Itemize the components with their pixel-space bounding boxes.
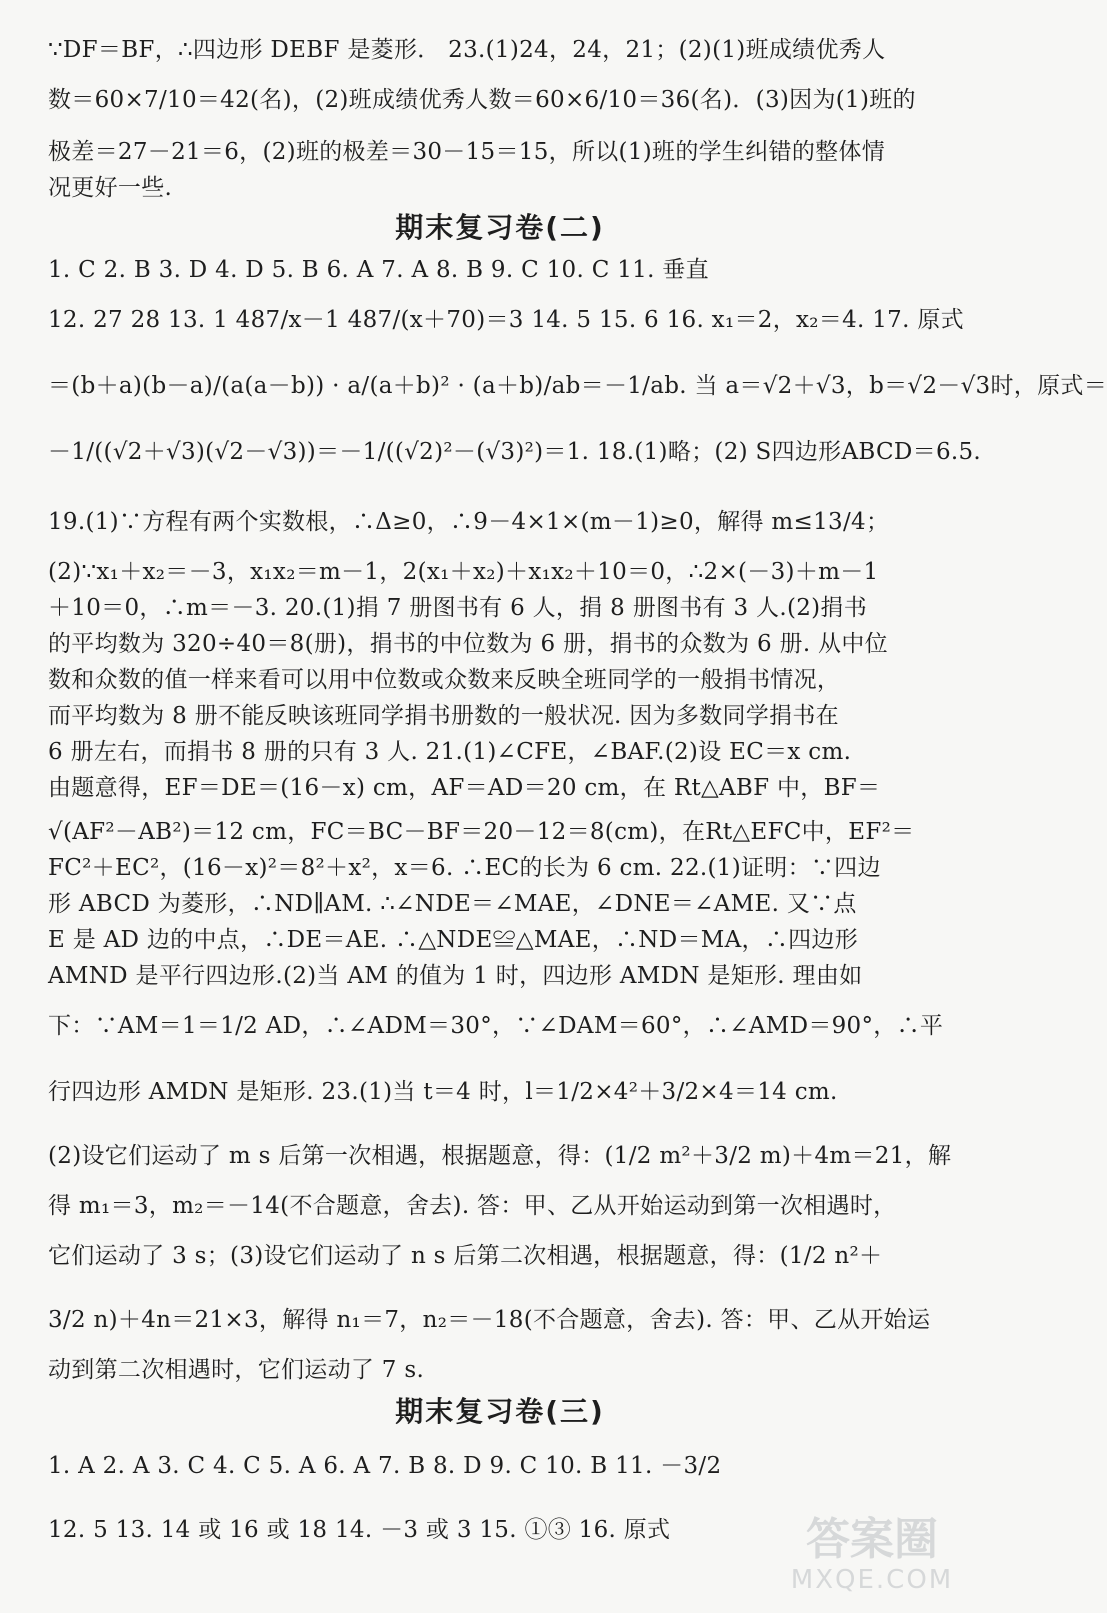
text-line: 况更好一些. <box>48 175 173 201</box>
text-line: －1/((√2＋√3)(√2－√3))＝－1/((√2)²－(√3)²)＝1. 18.(1)略；(2) S四边形ABCD＝6.5. <box>48 439 982 465</box>
text-line: 它们运动了 3 s；(3)设它们运动了 n s 后第二次相遇，根据题意，得：(1/2 n²＋ <box>48 1243 883 1269</box>
text-line: 数＝60×7/10＝42(名)，(2)班成绩优秀人数＝60×6/10＝36(名)．(3)因为(1)班的 <box>48 87 916 113</box>
text-line: (2)∵x₁＋x₂＝－3，x₁x₂＝m－1，2(x₁＋x₂)＋x₁x₂＋10＝0，∴2×(－3)＋m－1 <box>48 559 879 585</box>
text-line: 行四边形 AMDN 是矩形. 23.(1)当 t＝4 时，l＝1/2×4²＋3/2×4＝14 cm. <box>48 1079 838 1105</box>
watermark-url: MXQE.COM <box>790 1565 954 1595</box>
text-line: 由题意得，EF＝DE＝(16－x) cm，AF＝AD＝20 cm，在 Rt△ABF 中，BF＝ <box>48 775 881 801</box>
text-line: 1. A 2. A 3. C 4. C 5. A 6. A 7. B 8. D 9. C 10. B 11. －3/2 <box>48 1453 722 1479</box>
section-title-2: 期末复习卷(二) <box>395 211 605 244</box>
text-line: 的平均数为 320÷40＝8(册)，捐书的中位数为 6 册，捐书的众数为 6 册. 从中位 <box>48 631 888 657</box>
text-line: (2)设它们运动了 m s 后第一次相遇，根据题意，得：(1/2 m²＋3/2 m)＋4m＝21，解 <box>48 1143 952 1169</box>
text-line: 1. C 2. B 3. D 4. D 5. B 6. A 7. A 8. B 9. C 10. C 11. 垂直 <box>48 257 709 283</box>
watermark-logo <box>762 1515 982 1605</box>
text-line: 12. 5 13. 14 或 16 或 18 14. －3 或 3 15. ①③ 16. 原式 <box>48 1517 671 1543</box>
text-line: FC²＋EC²，(16－x)²＝8²＋x²，x＝6. ∴EC的长为 6 cm. 22.(1)证明：∵四边 <box>48 855 881 881</box>
text-line: E 是 AD 边的中点，∴DE＝AE. ∴△NDE≌△MAE，∴ND＝MA，∴四边形 <box>48 927 859 953</box>
text-line: 动到第二次相遇时，它们运动了 7 s. <box>48 1357 425 1383</box>
text-line: √(AF²－AB²)＝12 cm，FC＝BC－BF＝20－12＝8(cm)，在Rt△EFC中，EF²＝ <box>48 819 915 845</box>
text-line: 6 册左右，而捐书 8 册的只有 3 人. 21.(1)∠CFE，∠BAF.(2)设 EC＝x cm. <box>48 739 852 765</box>
text-line: ＝(b＋a)(b－a)/(a(a－b)) · a/(a＋b)² · (a＋b)/ab＝－1/ab. 当 a＝√2＋√3，b＝√2－√3时，原式＝ <box>48 373 1107 399</box>
text-line: 数和众数的值一样来看可以用中位数或众数来反映全班同学的一般捐书情况， <box>48 667 841 693</box>
text-line: 12. 27 28 13. 1 487/x－1 487/(x＋70)＝3 14. 5 15. 6 16. x₁＝2，x₂＝4. 17. 原式 <box>48 307 964 333</box>
section-title-3: 期末复习卷(三) <box>395 1395 605 1428</box>
text-line: 下：∵AM＝1＝1/2 AD，∴∠ADM＝30°，∵∠DAM＝60°，∴∠AMD＝90°，∴平 <box>48 1013 944 1039</box>
text-line: 形 ABCD 为菱形，∴ND∥AM. ∴∠NDE＝∠MAE，∠DNE＝∠AME. 又∵点 <box>48 891 857 917</box>
text-line: 3/2 n)＋4n＝21×3，解得 n₁＝7，n₂＝－18(不合题意，舍去). 答：甲、乙从开始运 <box>48 1307 931 1333</box>
text-line: 极差＝27－21＝6，(2)班的极差＝30－15＝15，所以(1)班的学生纠错的整体情 <box>48 139 886 165</box>
watermark-text: 答案圈 <box>806 1514 938 1565</box>
text-line: AMND 是平行四边形.(2)当 AM 的值为 1 时，四边形 AMDN 是矩形. 理由如 <box>48 963 863 989</box>
text-line: ＋10＝0，∴m＝－3. 20.(1)捐 7 册图书有 6 人，捐 8 册图书有 3 人.(2)捐书 <box>48 595 868 621</box>
text-line: ∵DF＝BF，∴四边形 DEBF 是菱形． 23.(1)24，24，21；(2)(1)班成绩优秀人 <box>48 37 886 63</box>
text-line: 而平均数为 8 册不能反映该班同学捐书册数的一般状况. 因为多数同学捐书在 <box>48 703 839 729</box>
text-line: 19.(1)∵方程有两个实数根，∴Δ≥0，∴9－4×1×(m－1)≥0，解得 m≤13/4； <box>48 509 890 535</box>
text-line: 得 m₁＝3，m₂＝－14(不合题意，舍去). 答：甲、乙从开始运动到第一次相遇时， <box>48 1193 897 1219</box>
